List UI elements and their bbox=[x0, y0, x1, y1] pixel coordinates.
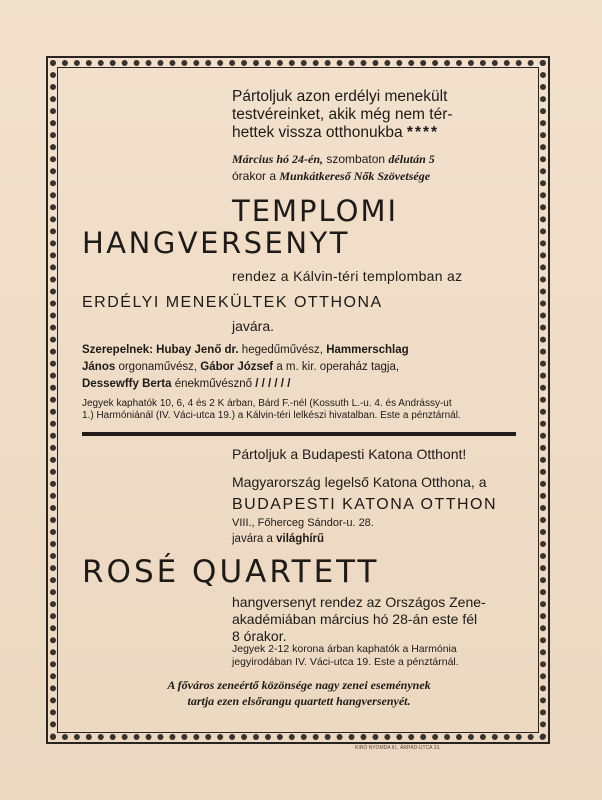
section-divider bbox=[82, 432, 516, 436]
event1-tickets-line-2: 1.) Harmóniánál (IV. Váci-utca 19.) a Kálvin-téri lelkészi hivatalban. Este a pénztárnál. bbox=[82, 410, 461, 421]
stars-ornament: **** bbox=[406, 124, 440, 141]
event2-tickets-line-1: Jegyek 2-12 korona árban kaphatók a Harmónia bbox=[232, 643, 457, 655]
title-templomi: TEMPLOMI bbox=[232, 194, 399, 228]
event2-desc-line-3: 8 órakor. bbox=[232, 628, 287, 644]
event1-organizer: órakor a Munkátkereső Nők Szövetsége bbox=[232, 169, 431, 183]
closing-line-1: A főváros zeneértő közönsége nagy zenei eseménynek bbox=[167, 678, 431, 692]
event2-desc-line-2: akadémiában március hó 28-án este fél bbox=[232, 611, 478, 627]
event2-address: VIII., Főherceg Sándor-u. 28. bbox=[232, 517, 374, 529]
event1-date: Március hó 24-én, szombaton délután 5 bbox=[232, 152, 435, 166]
cast-line-2: János orgonaművész, Gábor József a m. kir. operaház tagja, bbox=[82, 361, 400, 373]
event2-name: BUDAPESTI KATONA OTTHON bbox=[232, 496, 498, 513]
event2-support: Pártoljuk a Budapesti Katona Otthont! bbox=[232, 446, 467, 462]
printer-imprint: KIRÓ NYOMDA III., ÁRPÁD-UTCA 23. bbox=[355, 745, 441, 751]
title-hangversenyt: HANGVERSENYT bbox=[82, 226, 350, 260]
appeal-line-3: hettek vissza otthonukba **** bbox=[232, 124, 440, 141]
event2-tickets-line-2: jegyirodában IV. Váci-utca 19. Este a pénztárnál. bbox=[232, 656, 459, 668]
event2-benefit: javára a világhírű bbox=[232, 533, 325, 545]
event2-intro: Magyarország legelső Katona Otthona, a bbox=[232, 474, 487, 490]
event1-benefit: javára. bbox=[232, 318, 275, 334]
event2-desc-line-1: hangversenyt rendez az Országos Zene- bbox=[232, 594, 486, 610]
cast-line-1: Szerepelnek: Hubay Jenő dr. hegedűművész, Hammerschlag bbox=[82, 344, 409, 356]
appeal-line-1: Pártoljuk azon erdélyi menekült bbox=[232, 88, 448, 105]
title-rose-quartett: ROSÉ QUARTETT bbox=[82, 554, 380, 590]
event1-beneficiary: ERDÉLYI MENEKÜLTEK OTTHONA bbox=[82, 294, 383, 311]
cast-line-3: Dessewffy Berta énekművésznő / / / / / / bbox=[82, 378, 291, 390]
event1-venue: rendez a Kálvin-téri templomban az bbox=[232, 268, 463, 284]
appeal-line-2: testvéreinket, akik még nem tér- bbox=[232, 106, 453, 123]
event1-tickets-line-1: Jegyek kaphatók 10, 6, 4 és 2 K árban, Bárd F.-nél (Kossuth L.-u. 4. és Andrássy-ut bbox=[82, 398, 452, 409]
closing-line-2: tartja ezen elsőrangu quartett hangversenyét. bbox=[187, 694, 411, 708]
